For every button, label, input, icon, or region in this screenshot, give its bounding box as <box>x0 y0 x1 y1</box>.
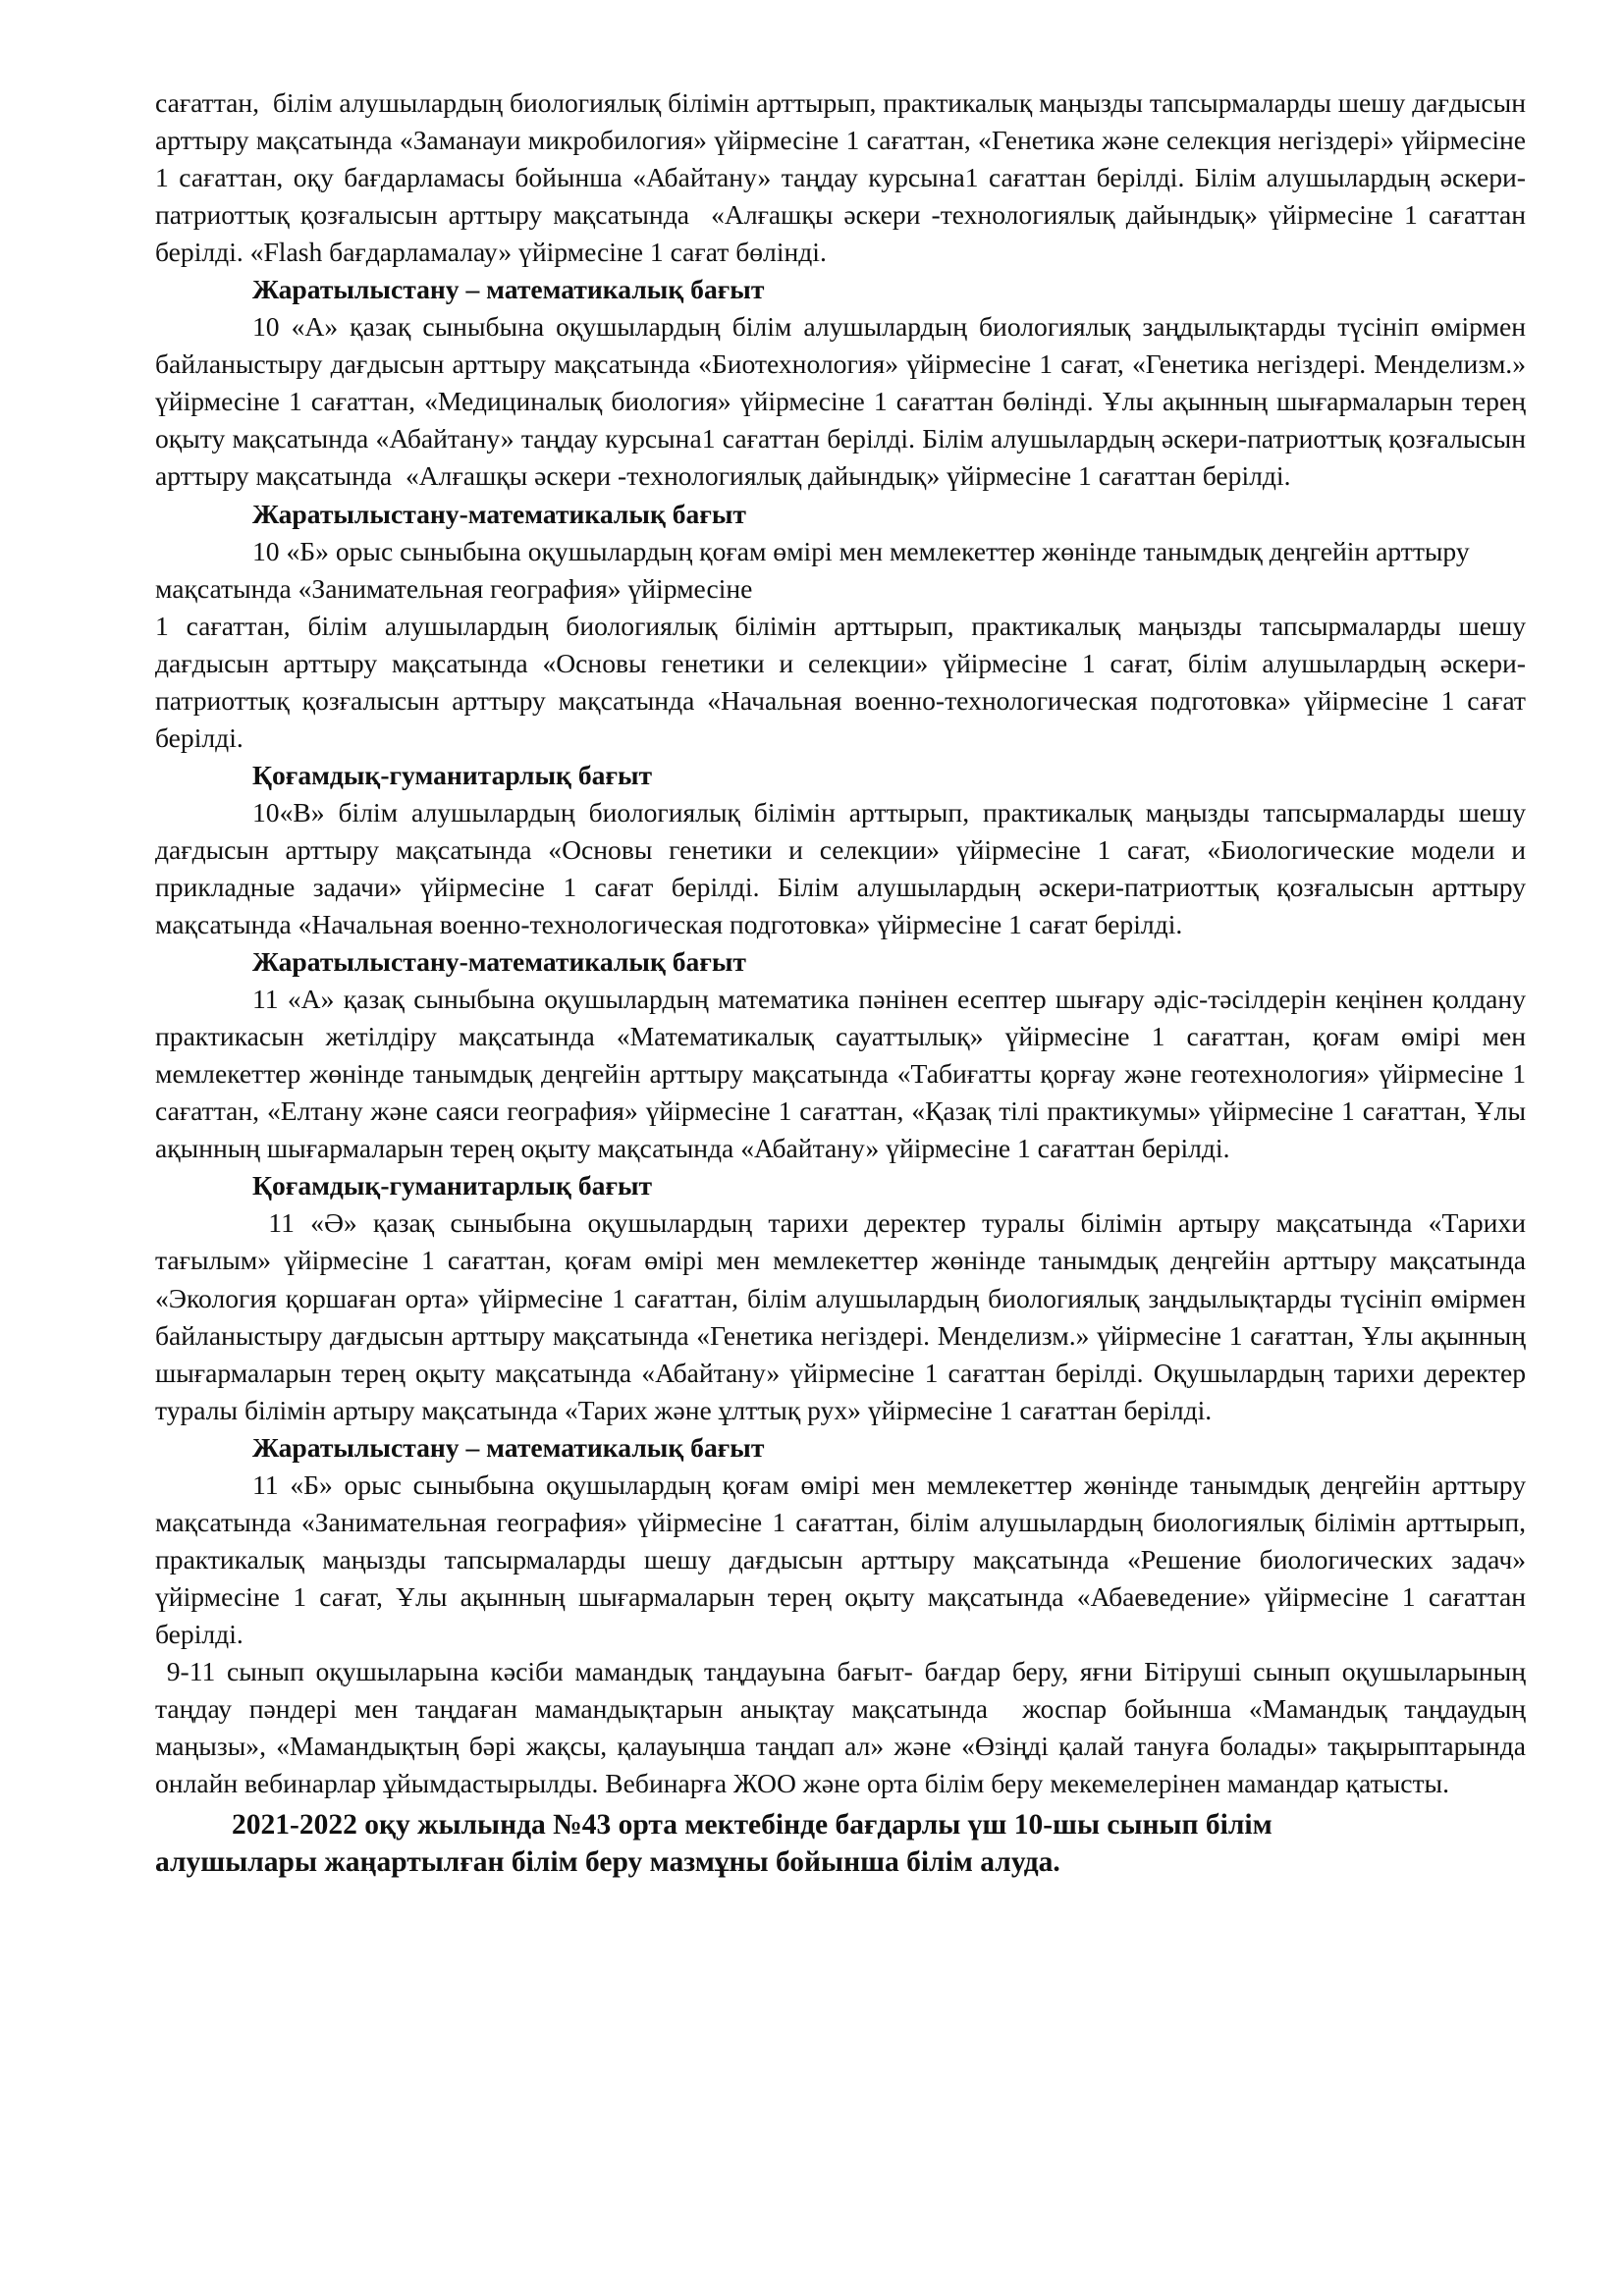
section-heading-natural-math-1: Жаратылыстану – математикалық бағыт <box>252 274 765 305</box>
section-heading-natural-math-3: Жаратылыстану-математикалық бағыт <box>252 946 746 978</box>
paragraph-class-11ae: 11 «Ә» қазақ сыныбына оқушылардың тарихи деректер туралы білімін артыру мақсатында «Тарихи тағылым» үйірмесіне 1 сағаттан, қоғам өмірі мен мемлекеттер жөнінде танымдық деңгейін арттыру мақсатында «Экология қоршаған орта» үйірмесіне 1 сағаттан, білім алушылардың биологиялық заңдылықтарды түсініп өмірмен байланыстыру дағдысын арттыру мақсатында «Генетика негіздері. Менделизм.» үйірмесіне 1 сағаттан, Ұлы ақынның шығармаларын терең оқыту мақсатында «Абайтану» үйірмесіне 1 сағаттан берілді. Оқушылардың тарихи деректер туралы білімін артыру мақсатында «Тарих және ұлттық рух» үйірмесіне 1 сағаттан берілді. <box>155 1207 1533 1425</box>
paragraph-class-10b <box>155 533 1533 757</box>
paragraph-career-guidance: 9-11 сынып оқушыларына кәсіби мамандық таңдауына бағыт- бағдар беру, яғни Бітіруші сынып оқушыларының таңдау пәндері мен таңдаған мамандықтарын анықтау мақсатында жоспар бойынша «Мамандық таңдаудың маңызы», «Мамандықтың бәрі жақсы, қалауыңша таңдап ал» және «Өзіңді қалай тануға болады» тақырыптарында онлайн вебинарлар ұйымдастырылды. Вебинарға ЖОО және орта білім беру мекемелерінен мамандар қатысты. <box>155 1655 1533 1799</box>
closing-statement: 2021-2022 оқу жылында №43 орта мектебінде бағдарлы үш 10-шы сынып білім алушылары жаңартылған білім беру мазмұны бойынша білім алуда. <box>155 1809 1272 1879</box>
paragraph-class-10b-line-2: 1 сағаттан, білім алушылардың биологиялық білімін арттырып, практикалық маңызды тапсырмаларды шешу дағдысын арттыру мақсатында «Основы генетики и селекции» үйірмесіне 1 сағат, білім алушылардың әскери-патриоттық қозғалысын арттыру мақсатында «Начальная военно-технологическая подготовка» үйірмесіне 1 сағат берілді. <box>155 610 1533 753</box>
paragraph-class-11b: 11 «Б» орыс сыныбына оқушылардың қоғам өмірі мен мемлекеттер жөнінде танымдық деңгейін арттыру мақсатында «Занимательная география» үйірмесіне 1 сағаттан, білім алушылардың биологиялық білімін арттырып, практикалық маңызды тапсырмаларды шешу дағдысын арттыру мақсатында «Решение биологических задач» үйірмесіне 1 сағат, Ұлы ақынның шығармаларын терең оқыту мақсатында «Абаеведение» үйірмесіне 1 сағаттан берілді. <box>155 1468 1533 1649</box>
section-heading-natural-math-2: Жаратылыстану-математикалық бағыт <box>252 498 746 529</box>
paragraph-class-10v: 10«В» білім алушылардың биологиялық білімін арттырып, практикалық маңызды тапсырмаларды шешу дағдысын арттыру мақсатында «Основы генетики и селекции» үйірмесіне 1 сағат, «Биологические модели и прикладные задачи» үйірмесіне 1 сағат берілді. Білім алушылардың әскери-патриоттық қозғалысын арттыру мақсатында «Начальная военно-технологическая подготовка» үйірмесіне 1 сағат берілді. <box>155 796 1533 940</box>
paragraph-class-10b-line-1: 10 «Б» орыс сыныбына оқушылардың қоғам өмірі мен мемлекеттер жөнінде танымдық деңгейін арттыру мақсатында «Занимательная география» үйірмесіне <box>155 535 1477 604</box>
paragraph-class-11a: 11 «А» қазақ сыныбына оқушылардың математика пәнінен есептер шығару әдіс-тәсілдерін кеңінен қолдану практикасын жетілдіру мақсатында «Математикалық сауаттылық» үйірмесіне 1 сағаттан, қоғам өмірі мен мемлекеттер жөнінде танымдық деңгейін арттыру мақсатында «Табиғатты қорғау және геотехнология» үйірмесіне 1 сағаттан, «Елтану және саяси география» үйірмесіне 1 сағаттан, «Қазақ тілі практикумы» үйірмесіне 1 сағаттан, Ұлы ақынның шығармаларын терең оқыту мақсатында «Абайтану» үйірмесіне 1 сағаттан берілді. <box>155 984 1533 1164</box>
section-heading-natural-math-4: Жаратылыстану – математикалық бағыт <box>252 1431 765 1463</box>
section-heading-social-humanities-2: Қоғамдық-гуманитарлық бағыт <box>252 1170 653 1201</box>
paragraph-continuation-intro: сағаттан, білім алушылардың биологиялық білімін арттырып, практикалық маңызды тапсырмаларды шешу дағдысын арттыру мақсатында «Заманауи микробилогия» үйірмесіне 1 сағаттан, «Генетика және селекция негіздері» үйірмесіне 1 сағаттан, оқу бағдарламасы бойынша «Абайтану» таңдау курсына1 сағаттан берілді. Білім алушылардың әскери-патриоттық қозғалысын арттыру мақсатында «Алғашқы әскери -технологиялық дайындық» үйірмесіне 1 сағаттан берілді. «Flash бағдарламалау» үйірмесіне 1 сағат бөлінді. <box>155 87 1533 268</box>
paragraph-class-10a: 10 «А» қазақ сыныбына оқушылардың білім алушылардың биологиялық заңдылықтарды түсініп өмірмен байланыстыру дағдысын арттыру мақсатында «Биотехнология» үйірмесіне 1 сағат, «Генетика негіздері. Менделизм.» үйірмесіне 1 сағаттан, «Медициналық биология» үйірмесіне 1 сағаттан бөлінді. Ұлы ақынның шығармаларын терең оқыту мақсатында «Абайтану» таңдау курсына1 сағаттан берілді. Білім алушылардың әскери-патриоттық қозғалысын арттыру мақсатында «Алғашқы әскери -технологиялық дайындық» үйірмесіне 1 сағаттан берілді. <box>155 311 1533 492</box>
document-page <box>155 84 1533 1881</box>
section-heading-social-humanities-1: Қоғамдық-гуманитарлық бағыт <box>252 759 653 790</box>
